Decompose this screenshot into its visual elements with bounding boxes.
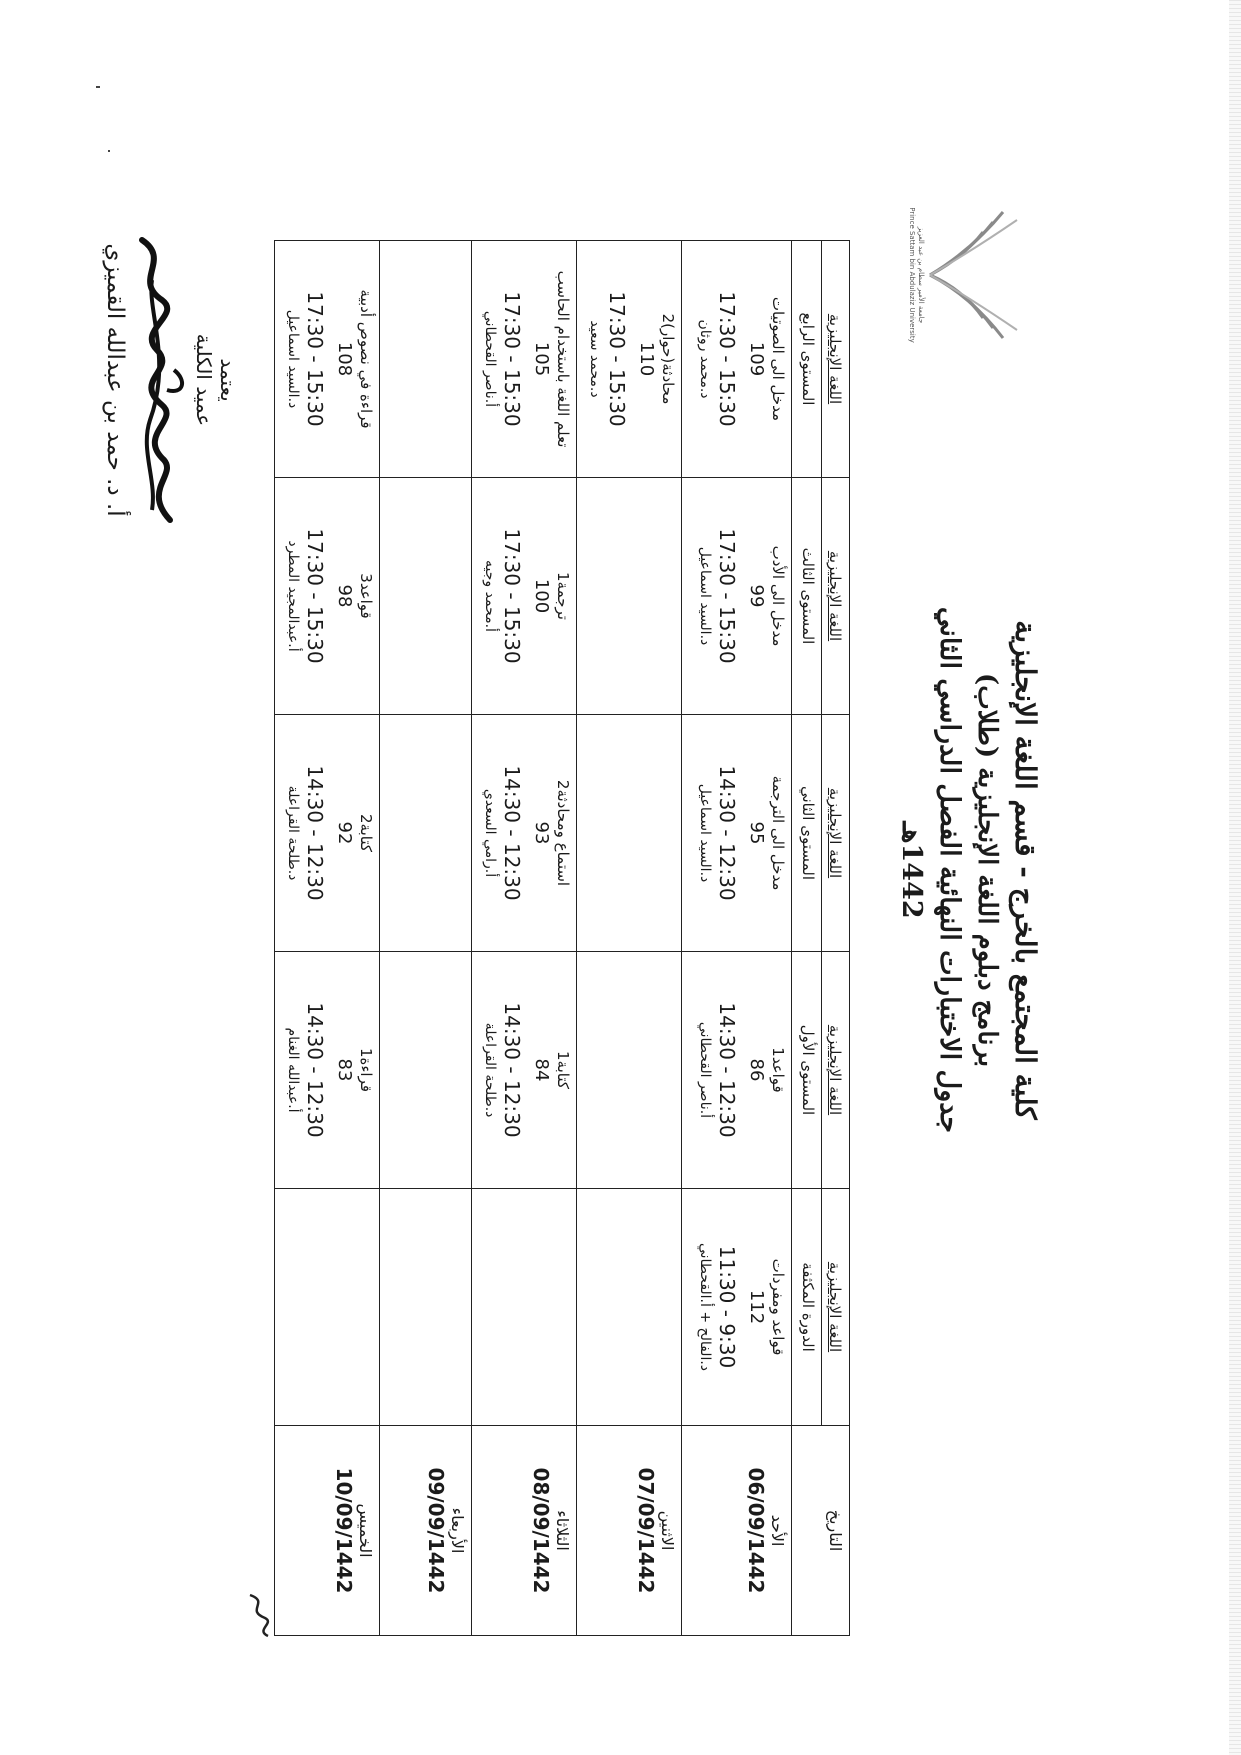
empty-cell xyxy=(380,715,472,952)
course-code: 92 xyxy=(333,821,355,845)
course-name: استماع ومحادثة2 xyxy=(554,779,572,887)
column-header-level-2 xyxy=(792,715,850,952)
course-code: 95 xyxy=(745,821,767,845)
instructor-name: أ.محمد وجيه xyxy=(482,560,499,632)
exam-cell xyxy=(275,478,380,715)
exam-time: 12:30 - 14:30 xyxy=(302,1002,327,1138)
day-name: الأربعاء xyxy=(448,1507,467,1554)
course-name: كتابة2 xyxy=(357,813,375,852)
column-program: اللغة الإنجليزية xyxy=(826,1024,844,1116)
empty-cell xyxy=(472,1189,577,1426)
empty-cell xyxy=(577,715,682,952)
course-code: 112 xyxy=(745,1289,767,1325)
instructor-name: أ.رامي السعدي xyxy=(482,788,499,878)
exam-cell xyxy=(682,715,792,952)
course-code: 99 xyxy=(745,584,767,608)
exam-cell xyxy=(682,241,792,478)
column-program: اللغة الإنجليزية xyxy=(826,787,844,879)
header-line-program: برنامج دبلوم اللغة الإنجليزية (طلاب) xyxy=(972,672,1003,1068)
course-name: تعلم اللغة باستخدام الحاسب xyxy=(554,270,572,448)
date-cell xyxy=(472,1426,577,1636)
column-header-level-1 xyxy=(792,952,850,1189)
empty-cell xyxy=(380,478,472,715)
column-header-level-4 xyxy=(792,241,850,478)
exam-time: 15:30 - 17:30 xyxy=(604,291,629,427)
day-name: الثلاثاء xyxy=(553,1510,572,1551)
instructor-name: د.السيد اسماعيل xyxy=(697,783,714,883)
course-code: 100 xyxy=(530,578,552,614)
empty-cell xyxy=(577,952,682,1189)
day-name: الاثنين xyxy=(658,1510,677,1551)
course-name: مدخل الى الصوتيات xyxy=(769,296,787,422)
course-code: 93 xyxy=(530,821,552,845)
day-name: الأحد xyxy=(768,1514,787,1547)
dean-signature-icon xyxy=(122,220,192,540)
exam-time: 15:30 - 17:30 xyxy=(714,528,739,664)
exam-cell xyxy=(577,241,682,478)
exam-time: 9:30 - 11:30 xyxy=(714,1245,739,1369)
exam-date: 09/09/1442 xyxy=(424,1467,448,1594)
date-cell xyxy=(577,1426,682,1636)
column-program: اللغة الإنجليزية xyxy=(826,313,844,405)
exam-date: 08/09/1442 xyxy=(529,1467,553,1594)
course-name: قراءة1 xyxy=(357,1047,375,1093)
empty-cell xyxy=(577,478,682,715)
exam-cell xyxy=(275,715,380,952)
day-name: الخميس xyxy=(356,1503,375,1558)
course-code: 86 xyxy=(745,1058,767,1082)
university-logo xyxy=(875,190,1025,360)
course-code: 105 xyxy=(530,341,552,377)
rotated-page xyxy=(70,150,1050,1650)
scan-speck xyxy=(96,86,100,88)
course-name: قواعد ومفردات xyxy=(769,1258,787,1356)
column-level: المستوى الرابع xyxy=(797,241,822,477)
table-row xyxy=(577,241,682,1636)
empty-cell xyxy=(577,1189,682,1426)
dean-approval xyxy=(102,190,240,570)
scan-edge-strip xyxy=(1229,0,1241,1755)
column-header-intensive xyxy=(792,1189,850,1426)
instructor-name: د.السيد اسماعيل xyxy=(697,546,714,646)
logo-caption-en: Prince Sattam bin Abdulaziz University xyxy=(908,207,917,343)
instructor-name: د.طلحة القراعلة xyxy=(482,1022,499,1118)
exam-time: 15:30 - 17:30 xyxy=(302,528,327,664)
exam-cell xyxy=(472,715,577,952)
approval-label: يعتمد xyxy=(216,358,240,402)
instructor-name: د.محمد روثان xyxy=(697,319,714,399)
column-header-level-3 xyxy=(792,478,850,715)
approval-title: عميد الكلية xyxy=(192,333,216,427)
header-line-college: كلية المجتمع بالخرج - قسم اللغة الإنجليزية xyxy=(1009,620,1042,1120)
instructor-name: أ.ناصر القحطاني xyxy=(697,1021,714,1119)
empty-cell xyxy=(275,1189,380,1426)
exam-cell xyxy=(275,952,380,1189)
column-level: المستوى الثالث xyxy=(797,478,822,714)
column-program: اللغة الإنجليزية xyxy=(826,550,844,642)
instructor-name: د.الفالح + أ.القحطاني xyxy=(697,1242,714,1372)
instructor-name: أ.ناصر القحطاني xyxy=(482,310,499,408)
course-code: 109 xyxy=(745,341,767,377)
course-code: 108 xyxy=(333,341,355,377)
course-code: 98 xyxy=(333,584,355,608)
logo-caption-ar: جامعة الأمير سطام بن عبد العزيز xyxy=(917,226,925,324)
exam-date: 06/09/1442 xyxy=(744,1467,768,1594)
date-cell xyxy=(380,1426,472,1636)
table-row xyxy=(682,241,792,1636)
document-header xyxy=(892,570,1045,1170)
course-name: كتابة1 xyxy=(554,1050,572,1089)
instructor-name: أ.عبدالله الغنام xyxy=(285,1027,302,1113)
table-row xyxy=(275,241,380,1636)
exam-schedule-table xyxy=(274,240,850,1636)
exam-cell xyxy=(682,952,792,1189)
exam-time: 12:30 - 14:30 xyxy=(714,1002,739,1138)
exam-cell xyxy=(275,241,380,478)
exam-cell xyxy=(682,1189,792,1426)
column-program: اللغة الإنجليزية xyxy=(826,1261,844,1353)
course-code: 84 xyxy=(530,1058,552,1082)
exam-cell xyxy=(472,952,577,1189)
empty-cell xyxy=(380,1189,472,1426)
instructor-name: د.السيد اسماعيل xyxy=(285,309,302,409)
instructor-name: أ.عبدالمجيد المطرد xyxy=(285,540,302,652)
psau-logo-icon xyxy=(925,200,1025,350)
exam-time: 15:30 - 17:30 xyxy=(302,291,327,427)
course-name: قراءة في نصوص أدبية xyxy=(357,289,375,429)
exam-date: 07/09/1442 xyxy=(634,1467,658,1594)
empty-cell xyxy=(380,241,472,478)
exam-cell xyxy=(472,241,577,478)
instructor-name: د.طلحة القراعلة xyxy=(285,785,302,881)
column-level: الدورة المكثفة xyxy=(797,1189,822,1425)
course-name: مدخل الى الأدب xyxy=(769,545,787,647)
date-cell xyxy=(682,1426,792,1636)
exam-time: 12:30 - 14:30 xyxy=(499,1002,524,1138)
empty-cell xyxy=(380,952,472,1189)
dean-name: أ. د. حمد بن عبدالله القميزي xyxy=(102,243,128,517)
course-code: 83 xyxy=(333,1058,355,1082)
exam-time: 12:30 - 14:30 xyxy=(499,765,524,901)
column-level: المستوى الأول xyxy=(797,952,822,1188)
date-cell xyxy=(275,1426,380,1636)
exam-cell xyxy=(472,478,577,715)
header-line-schedule: جدول الاختبارات النهائية الفصل الدراسي الثاني 1442هـ xyxy=(896,606,966,1134)
side-initials-signature-icon xyxy=(240,1590,280,1640)
exam-cell xyxy=(682,478,792,715)
exam-time: 15:30 - 17:30 xyxy=(714,291,739,427)
exam-date: 10/09/1442 xyxy=(332,1467,356,1594)
exam-time: 15:30 - 17:30 xyxy=(499,528,524,664)
date-column-header: التاريخ xyxy=(792,1426,850,1636)
exam-time: 15:30 - 17:30 xyxy=(499,291,524,427)
course-name: مدخل الى الترجمة xyxy=(769,775,787,891)
course-name: قواعد1 xyxy=(769,1047,787,1093)
exam-time: 12:30 - 14:30 xyxy=(302,765,327,901)
course-name: قواعد3 xyxy=(357,573,375,619)
course-name: ترجمة1 xyxy=(554,572,572,620)
table-row xyxy=(380,241,472,1636)
exam-time: 12:30 - 14:30 xyxy=(714,765,739,901)
column-level: المستوى الثاني xyxy=(797,715,822,951)
course-name: محادثة(حوار)2 xyxy=(659,313,677,405)
table-row xyxy=(472,241,577,1636)
course-code: 110 xyxy=(635,341,657,377)
instructor-name: د.محمد سعيد xyxy=(587,320,604,398)
